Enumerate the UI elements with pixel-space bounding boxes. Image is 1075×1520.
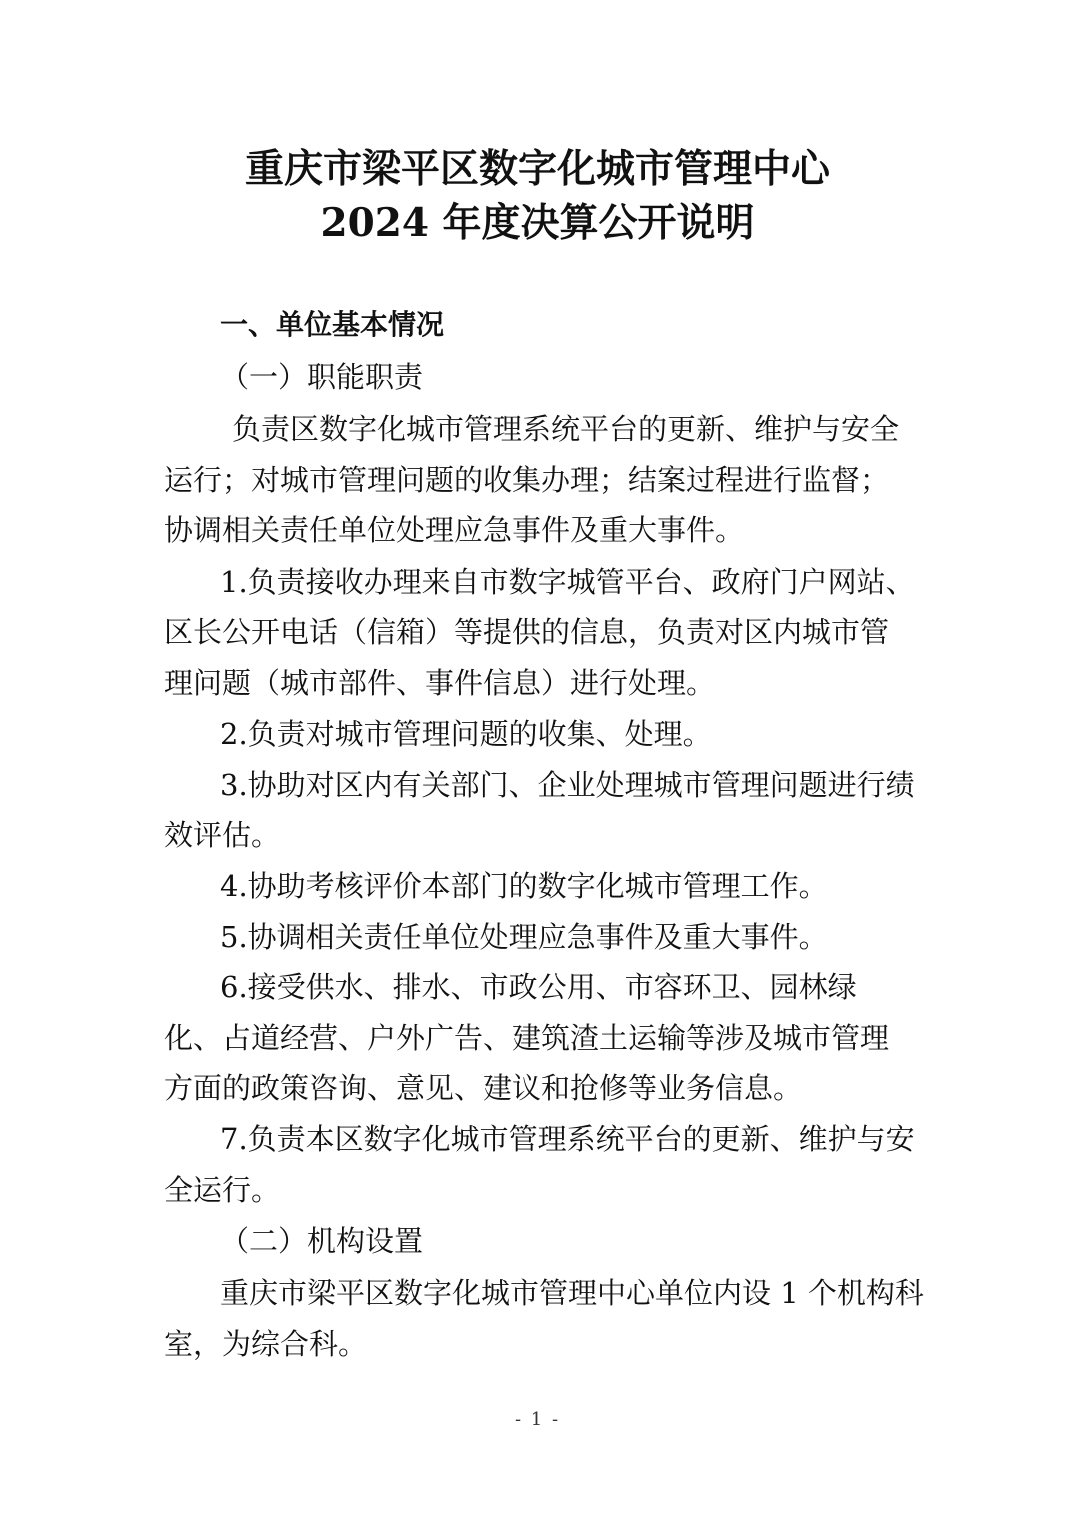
duty-item-4: 4.协助考核评价本部门的数字化城市管理工作。 (220, 869, 828, 903)
page-number: - 1 - (514, 1409, 561, 1430)
duty-item-3-line-2: 效评估。 (164, 818, 281, 852)
duty-item-5: 5.协调相关责任单位处理应急事件及重大事件。 (220, 920, 828, 954)
document-title-line1: 重庆市梁平区数字化城市管理中心 (244, 146, 830, 192)
duty-item-2: 2.负责对城市管理问题的收集、处理。 (220, 717, 712, 751)
intro-line-1: 负责区数字化城市管理系统平台的更新、维护与安全 (232, 412, 900, 446)
duty-item-7-line-2: 全运行。 (164, 1173, 281, 1207)
subsection-heading-organization: （二）机构设置 (220, 1224, 424, 1258)
duty-item-6-line-1: 6.接受供水、排水、市政公用、市容环卫、园林绿 (220, 970, 857, 1004)
duty-item-3-line-1: 3.协助对区内有关部门、企业处理城市管理问题进行绩 (220, 768, 915, 802)
duty-item-1-line-1: 1.负责接收办理来自市数字城管平台、政府门户网站、 (220, 565, 915, 599)
duty-item-6-line-3: 方面的政策咨询、意见、建议和抢修等业务信息。 (164, 1071, 803, 1105)
duty-item-1-line-2: 区长公开电话（信箱）等提供的信息，负责对区内城市管 (164, 615, 890, 649)
subsection-heading-duties: （一）职能职责 (220, 360, 424, 394)
intro-line-2: 运行；对城市管理问题的收集办理；结案过程进行监督； (164, 463, 890, 497)
duty-item-7-line-1: 7.负责本区数字化城市管理系统平台的更新、维护与安 (220, 1122, 915, 1156)
duty-item-6-line-2: 化、占道经营、户外广告、建筑渣土运输等涉及城市管理 (164, 1021, 890, 1055)
document-title-line2: 2024 年度决算公开说明 (320, 200, 755, 246)
organization-text-line-1: 重庆市梁平区数字化城市管理中心单位内设 1 个机构科 (220, 1276, 924, 1310)
intro-line-3: 协调相关责任单位处理应急事件及重大事件。 (164, 513, 745, 547)
duty-item-1-line-3: 理问题（城市部件、事件信息）进行处理。 (164, 666, 716, 700)
section-heading-basic-info: 一、单位基本情况 (220, 308, 445, 341)
organization-text-line-2: 室，为综合科。 (164, 1327, 368, 1361)
